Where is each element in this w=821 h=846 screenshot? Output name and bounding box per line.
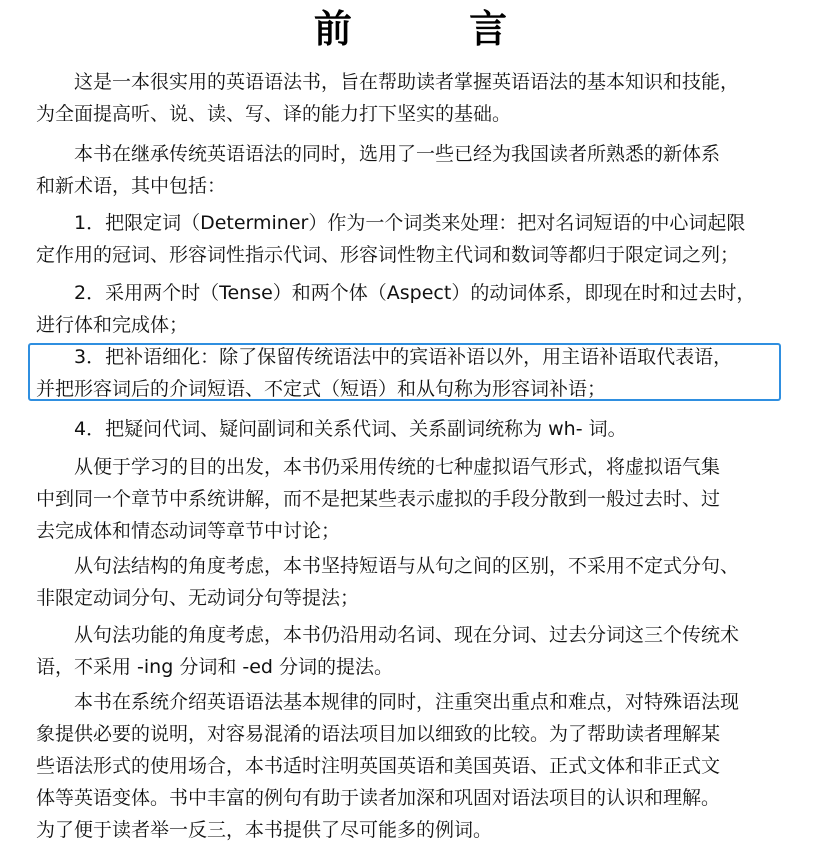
paragraph-new-system [36, 138, 786, 202]
paragraph-line: 3．把补语细化：除了保留传统语法中的宾语补语以外，用主语补语取代表语， [74, 346, 733, 368]
paragraph-line: 和新术语，其中包括： [36, 175, 227, 197]
paragraph-line: 中到同一个章节中系统讲解，而不是把某些表示虚拟的手段分散到一般过去时、过 [36, 488, 721, 510]
paragraph-line: 为全面提高听、说、读、写、译的能力打下坚实的基础。 [36, 103, 512, 125]
page-title: 前 言 [313, 7, 560, 51]
paragraph-line: 1．把限定词（Determiner）作为一个词类来处理：把对名词短语的中心词起限 [74, 212, 746, 234]
list-item-1 [36, 207, 786, 271]
paragraph-line: 本书在系统介绍英语语法基本规律的同时，注重突出重点和难点，对特殊语法现 [74, 691, 740, 713]
paragraph-line: 这是一本很实用的英语语法书，旨在帮助读者掌握英语语法的基本知识和技能， [74, 71, 740, 93]
paragraph-line: 从句法功能的角度考虑，本书仍沿用动名词、现在分词、过去分词这三个传统术 [74, 624, 740, 646]
paragraph-line: 4．把疑问代词、疑问副词和关系代词、关系副词统称为 wh- 词。 [74, 418, 627, 440]
paragraph-syntax-function [36, 619, 786, 683]
paragraph-line: 2．采用两个时（Tense）和两个体（Aspect）的动词体系，即现在时和过去时， [74, 282, 756, 304]
paragraph-line: 从便于学习的目的出发，本书仍采用传统的七种虚拟语气形式，将虚拟语气集 [74, 456, 721, 478]
paragraph-line: 体等英语变体。书中丰富的例句有助于读者加深和巩固对语法项目的认识和理解。 [36, 787, 721, 809]
paragraph-line: 去完成体和情态动词等章节中讨论； [36, 520, 341, 542]
list-item-4 [36, 413, 786, 445]
paragraph-features [36, 686, 786, 846]
paragraph-intro [36, 66, 786, 130]
paragraph-line: 些语法形式的使用场合，本书适时注明英国英语和美国英语、正式文体和非正式文 [36, 755, 721, 777]
paragraph-line: 为了便于读者举一反三，本书提供了尽可能多的例词。 [36, 819, 493, 841]
paragraph-line: 象提供必要的说明，对容易混淆的语法项目加以细致的比较。为了帮助读者理解某 [36, 723, 721, 745]
list-item-2 [36, 277, 786, 341]
paragraph-line: 定作用的冠词、形容词性指示代词、形容词性物主代词和数词等都归于限定词之列； [36, 244, 740, 266]
paragraph-line: 非限定动词分句、无动词分句等提法； [36, 587, 360, 609]
paragraph-subjunctive [36, 451, 786, 547]
paragraph-line: 语，不采用 -ing 分词和 -ed 分词的提法。 [36, 656, 394, 678]
paragraph-line: 本书在继承传统英语语法的同时，选用了一些已经为我国读者所熟悉的新体系 [74, 143, 721, 165]
paragraph-line: 从句法结构的角度考虑，本书坚持短语与从句之间的区别，不采用不定式分句、 [74, 555, 740, 577]
list-item-3 [36, 341, 786, 405]
paragraph-syntax-structure [36, 550, 786, 614]
paragraph-line: 进行体和完成体； [36, 314, 189, 336]
paragraph-line: 并把形容词后的介词短语、不定式（短语）和从句称为形容词补语； [36, 378, 607, 400]
